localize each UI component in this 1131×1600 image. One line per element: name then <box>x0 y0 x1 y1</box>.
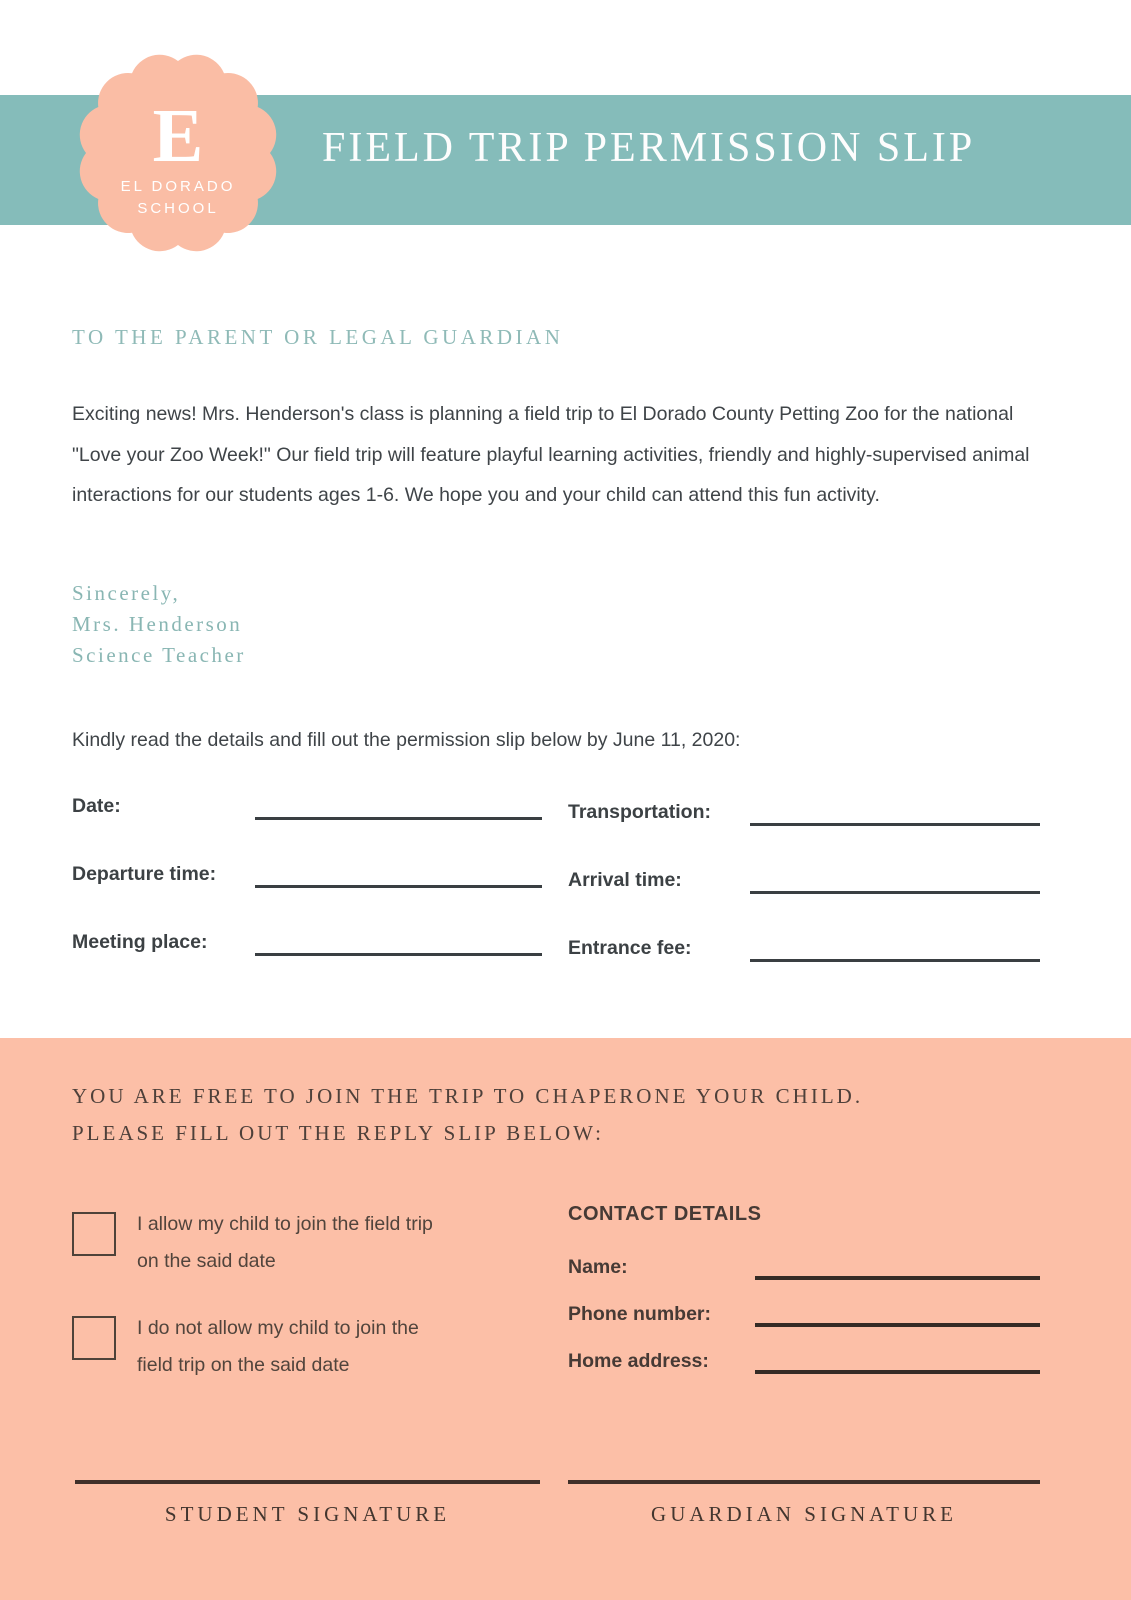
entrance-fee-blank-line[interactable] <box>750 938 1040 962</box>
date-field-row <box>72 790 542 820</box>
contact-details-heading: CONTACT DETAILS <box>568 1203 762 1225</box>
guardian-signature-line[interactable] <box>568 1480 1040 1484</box>
home-address-label: Home address: <box>568 1350 709 1372</box>
name-blank-line[interactable] <box>755 1258 1040 1280</box>
guardian-signature-label: GUARDIAN SIGNATURE <box>651 1502 957 1526</box>
student-signature-line[interactable] <box>75 1480 540 1484</box>
reply-slip-section <box>0 1038 1131 1600</box>
disallow-option <box>72 1310 472 1384</box>
transportation-blank-line[interactable] <box>750 802 1040 826</box>
school-name-line1: EL DORADO <box>120 178 236 195</box>
phone-number-blank-line[interactable] <box>755 1305 1040 1327</box>
guardian-signature-block <box>568 1480 1040 1527</box>
permission-options <box>72 1206 472 1414</box>
allow-checkbox[interactable] <box>72 1212 116 1256</box>
arrival-time-blank-line[interactable] <box>750 870 1040 894</box>
allow-option-label: I allow my child to join the field trip on the said date <box>137 1213 433 1272</box>
trip-fields-right-column <box>568 796 1040 1000</box>
greeting-heading: TO THE PARENT OR LEGAL GUARDIAN <box>72 325 564 349</box>
school-logo-badge <box>73 48 283 258</box>
reply-heading-line2: PLEASE FILL OUT THE REPLY SLIP BELOW: <box>72 1121 605 1145</box>
name-field-row <box>568 1252 1040 1280</box>
home-address-blank-line[interactable] <box>755 1352 1040 1374</box>
signoff-teacher-role: Science Teacher <box>72 643 246 667</box>
arrival-time-field-row <box>568 864 1040 894</box>
name-label: Name: <box>568 1256 628 1278</box>
meeting-place-blank-line[interactable] <box>255 932 542 956</box>
transportation-label: Transportation: <box>568 801 712 823</box>
departure-time-field-row <box>72 858 542 888</box>
signoff-block <box>72 578 246 671</box>
trip-fields-left-column <box>72 790 542 994</box>
intro-paragraph: Exciting news! Mrs. Henderson's class is planning a field trip to El Dorado County Petting Zoo for the national "Love your Zoo Week!" Our field trip will feature playful learning activities, friendly and highly-supervised animal interactions for our students ages 1-6. We hope you and your child can attend this fun activity. <box>72 403 1030 506</box>
meeting-place-field-row <box>72 926 542 956</box>
date-blank-line[interactable] <box>255 796 542 820</box>
deadline-instruction: Kindly read the details and fill out the permission slip below by June 11, 2020: <box>72 729 741 751</box>
school-name-line2: SCHOOL <box>137 200 219 217</box>
disallow-checkbox[interactable] <box>72 1316 116 1360</box>
phone-number-field-row <box>568 1299 1040 1327</box>
school-initial: E <box>152 94 204 178</box>
student-signature-label: STUDENT SIGNATURE <box>164 1502 451 1526</box>
date-label: Date: <box>72 795 121 817</box>
page-title: FIELD TRIP PERMISSION SLIP <box>322 125 976 171</box>
signoff-teacher-name: Mrs. Henderson <box>72 612 243 636</box>
meeting-place-label: Meeting place: <box>72 931 208 953</box>
departure-time-label: Departure time: <box>72 863 217 885</box>
arrival-time-label: Arrival time: <box>568 869 682 891</box>
reply-heading <box>72 1078 1032 1152</box>
disallow-option-label: I do not allow my child to join the field trip on the said date <box>137 1317 419 1376</box>
home-address-field-row <box>568 1346 1040 1374</box>
reply-heading-line1: YOU ARE FREE TO JOIN THE TRIP TO CHAPERONE YOUR CHILD. <box>72 1084 864 1108</box>
school-name <box>73 176 283 220</box>
allow-option <box>72 1206 472 1280</box>
student-signature-block <box>75 1480 540 1527</box>
entrance-fee-label: Entrance fee: <box>568 937 692 959</box>
entrance-fee-field-row <box>568 932 1040 962</box>
transportation-field-row <box>568 796 1040 826</box>
phone-number-label: Phone number: <box>568 1303 712 1325</box>
departure-time-blank-line[interactable] <box>255 864 542 888</box>
contact-details-block <box>568 1203 1040 1393</box>
signoff-sincerely: Sincerely, <box>72 581 181 605</box>
